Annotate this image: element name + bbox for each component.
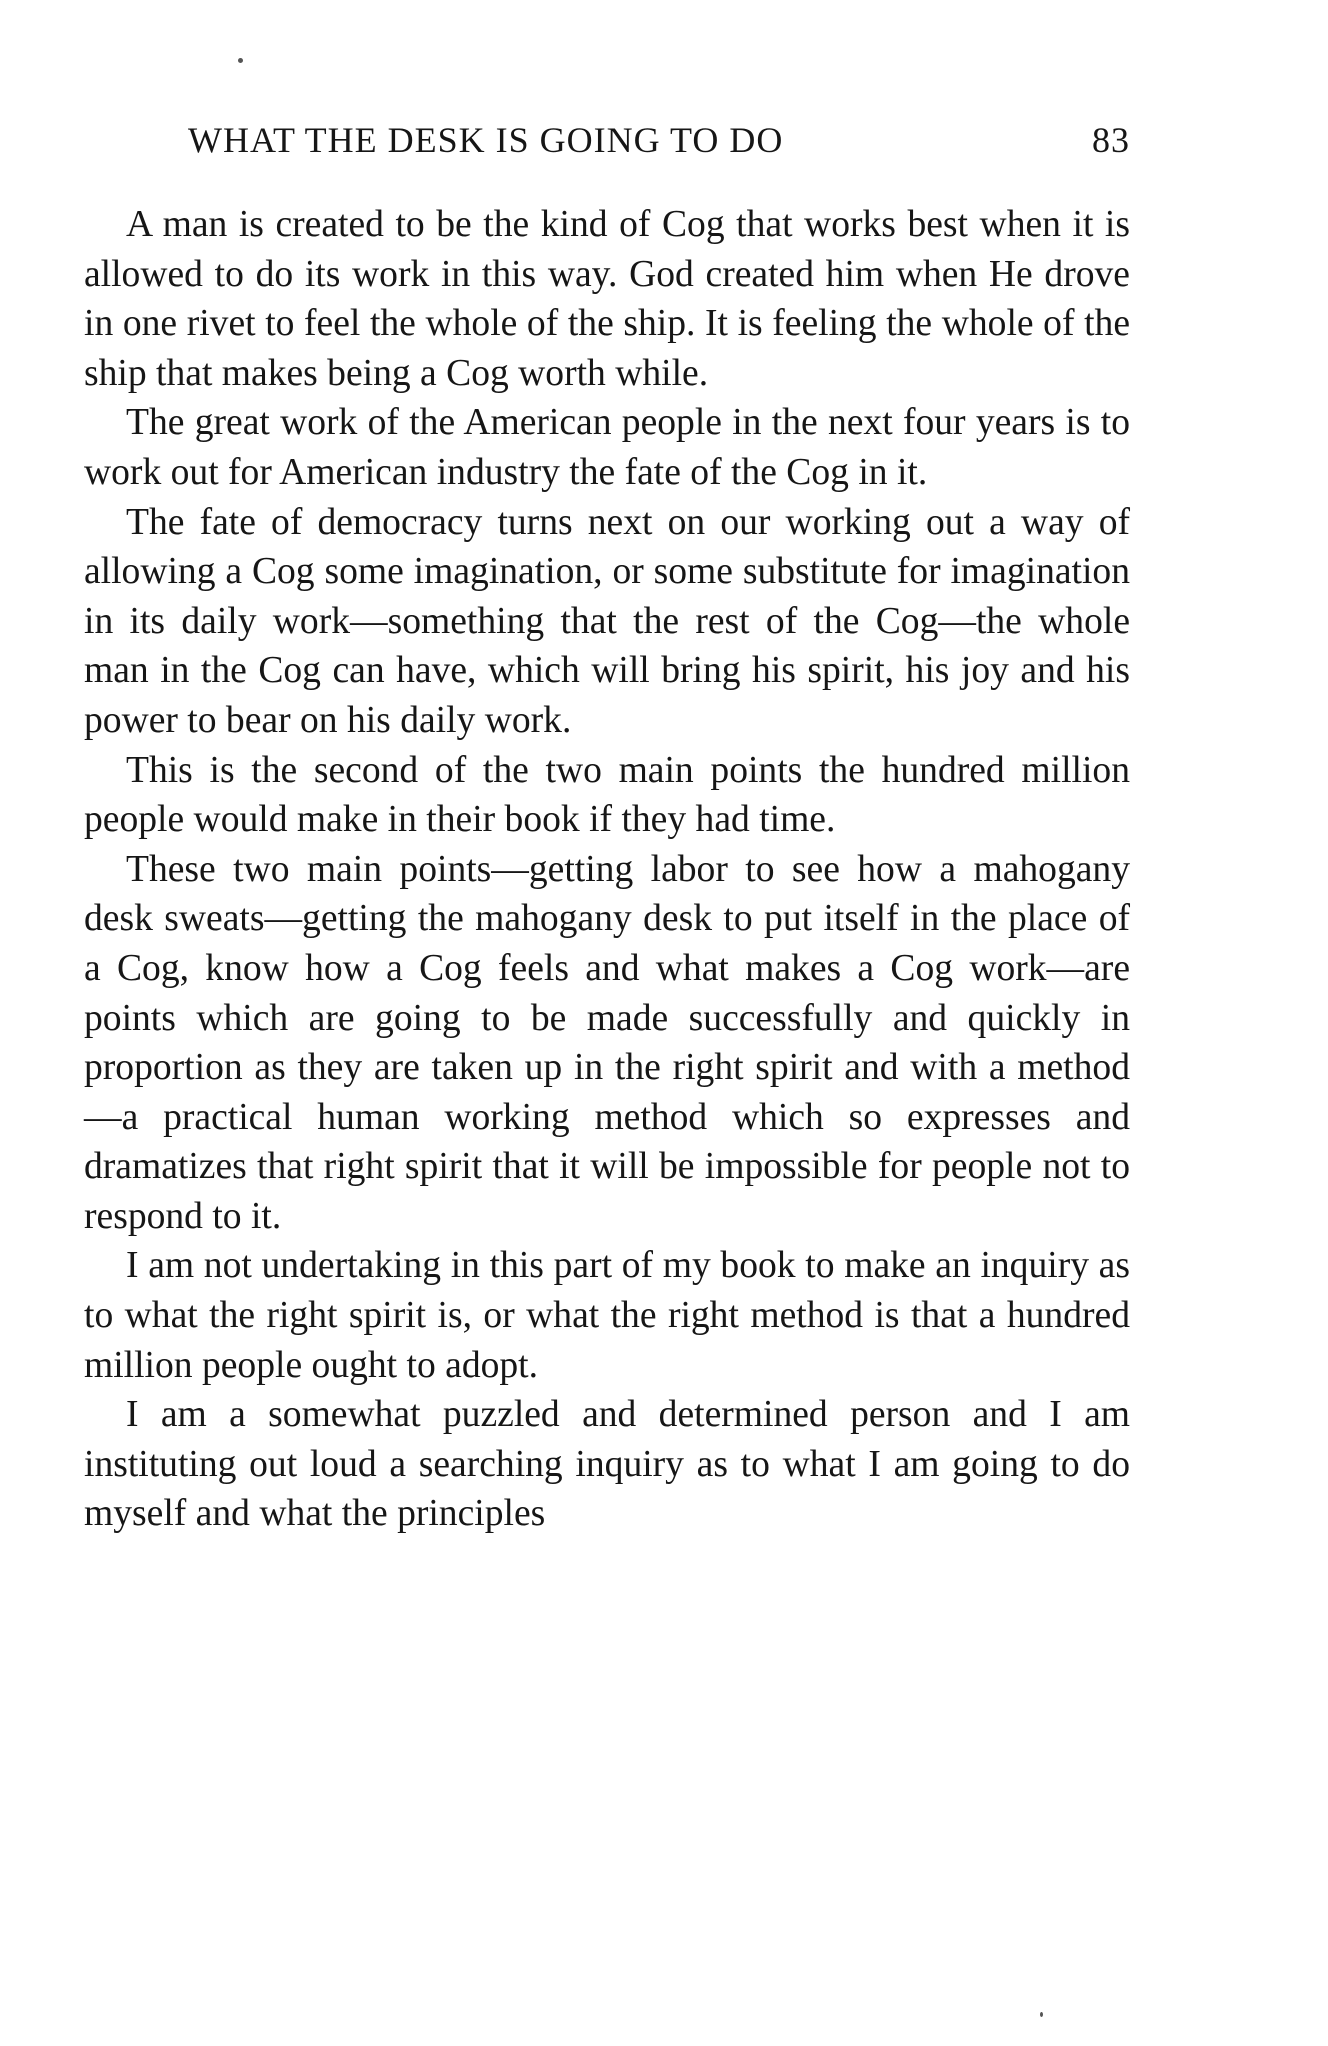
running-head-title: WHAT THE DESK IS GOING TO DO (188, 120, 784, 160)
paragraph-3: The fate of democracy turns next on our working out a way of allowing a Cog some imagination, or some substitute for imagination in its daily work—something that the rest of the Cog—the whole man in the Cog can have, which will bring his spirit, his joy and his power to bear on his daily work. (84, 501, 1130, 741)
paragraph-4: This is the second of the two main points the hundred million people would make in their book if they had time. (84, 749, 1130, 841)
paragraph-2: The great work of the American people in the next four years is to work out for American industry the fate of the Cog in it. (84, 402, 1130, 493)
paragraph-7: I am a somewhat puzzled and determined person and I am instituting out loud a searching inquiry as to what I am going to do myself and what the principles (84, 1394, 1130, 1535)
paragraph-5: These two main points—getting labor to see how a mahogany desk sweats—getting the mahogany desk to put itself in the place of a Cog, know how a Cog feels and what makes a Cog work—are points which are going to be made successfully and quickly in proportion as they are taken up in the right spirit and with a method —a practical human working method which so expresses and dramatizes that right spirit that it will be impossible for people not to respond to it. (84, 848, 1130, 1237)
body-text (84, 200, 1130, 1539)
print-speck (1040, 2012, 1043, 2017)
page-number: 83 (1092, 120, 1130, 160)
paragraph-1: A man is created to be the kind of Cog that works best when it is allowed to do its work in this way. God created him when He drove in one rivet to feel the whole of the ship. It is feeling the whole of the ship that makes being a Cog worth while. (84, 204, 1130, 394)
running-head (188, 110, 1130, 170)
paragraph-6: I am not undertaking in this part of my book to make an inquiry as to what the right spirit is, or what the right method is that a hundred million people ought to adopt. (84, 1245, 1130, 1386)
print-speck (238, 58, 243, 63)
